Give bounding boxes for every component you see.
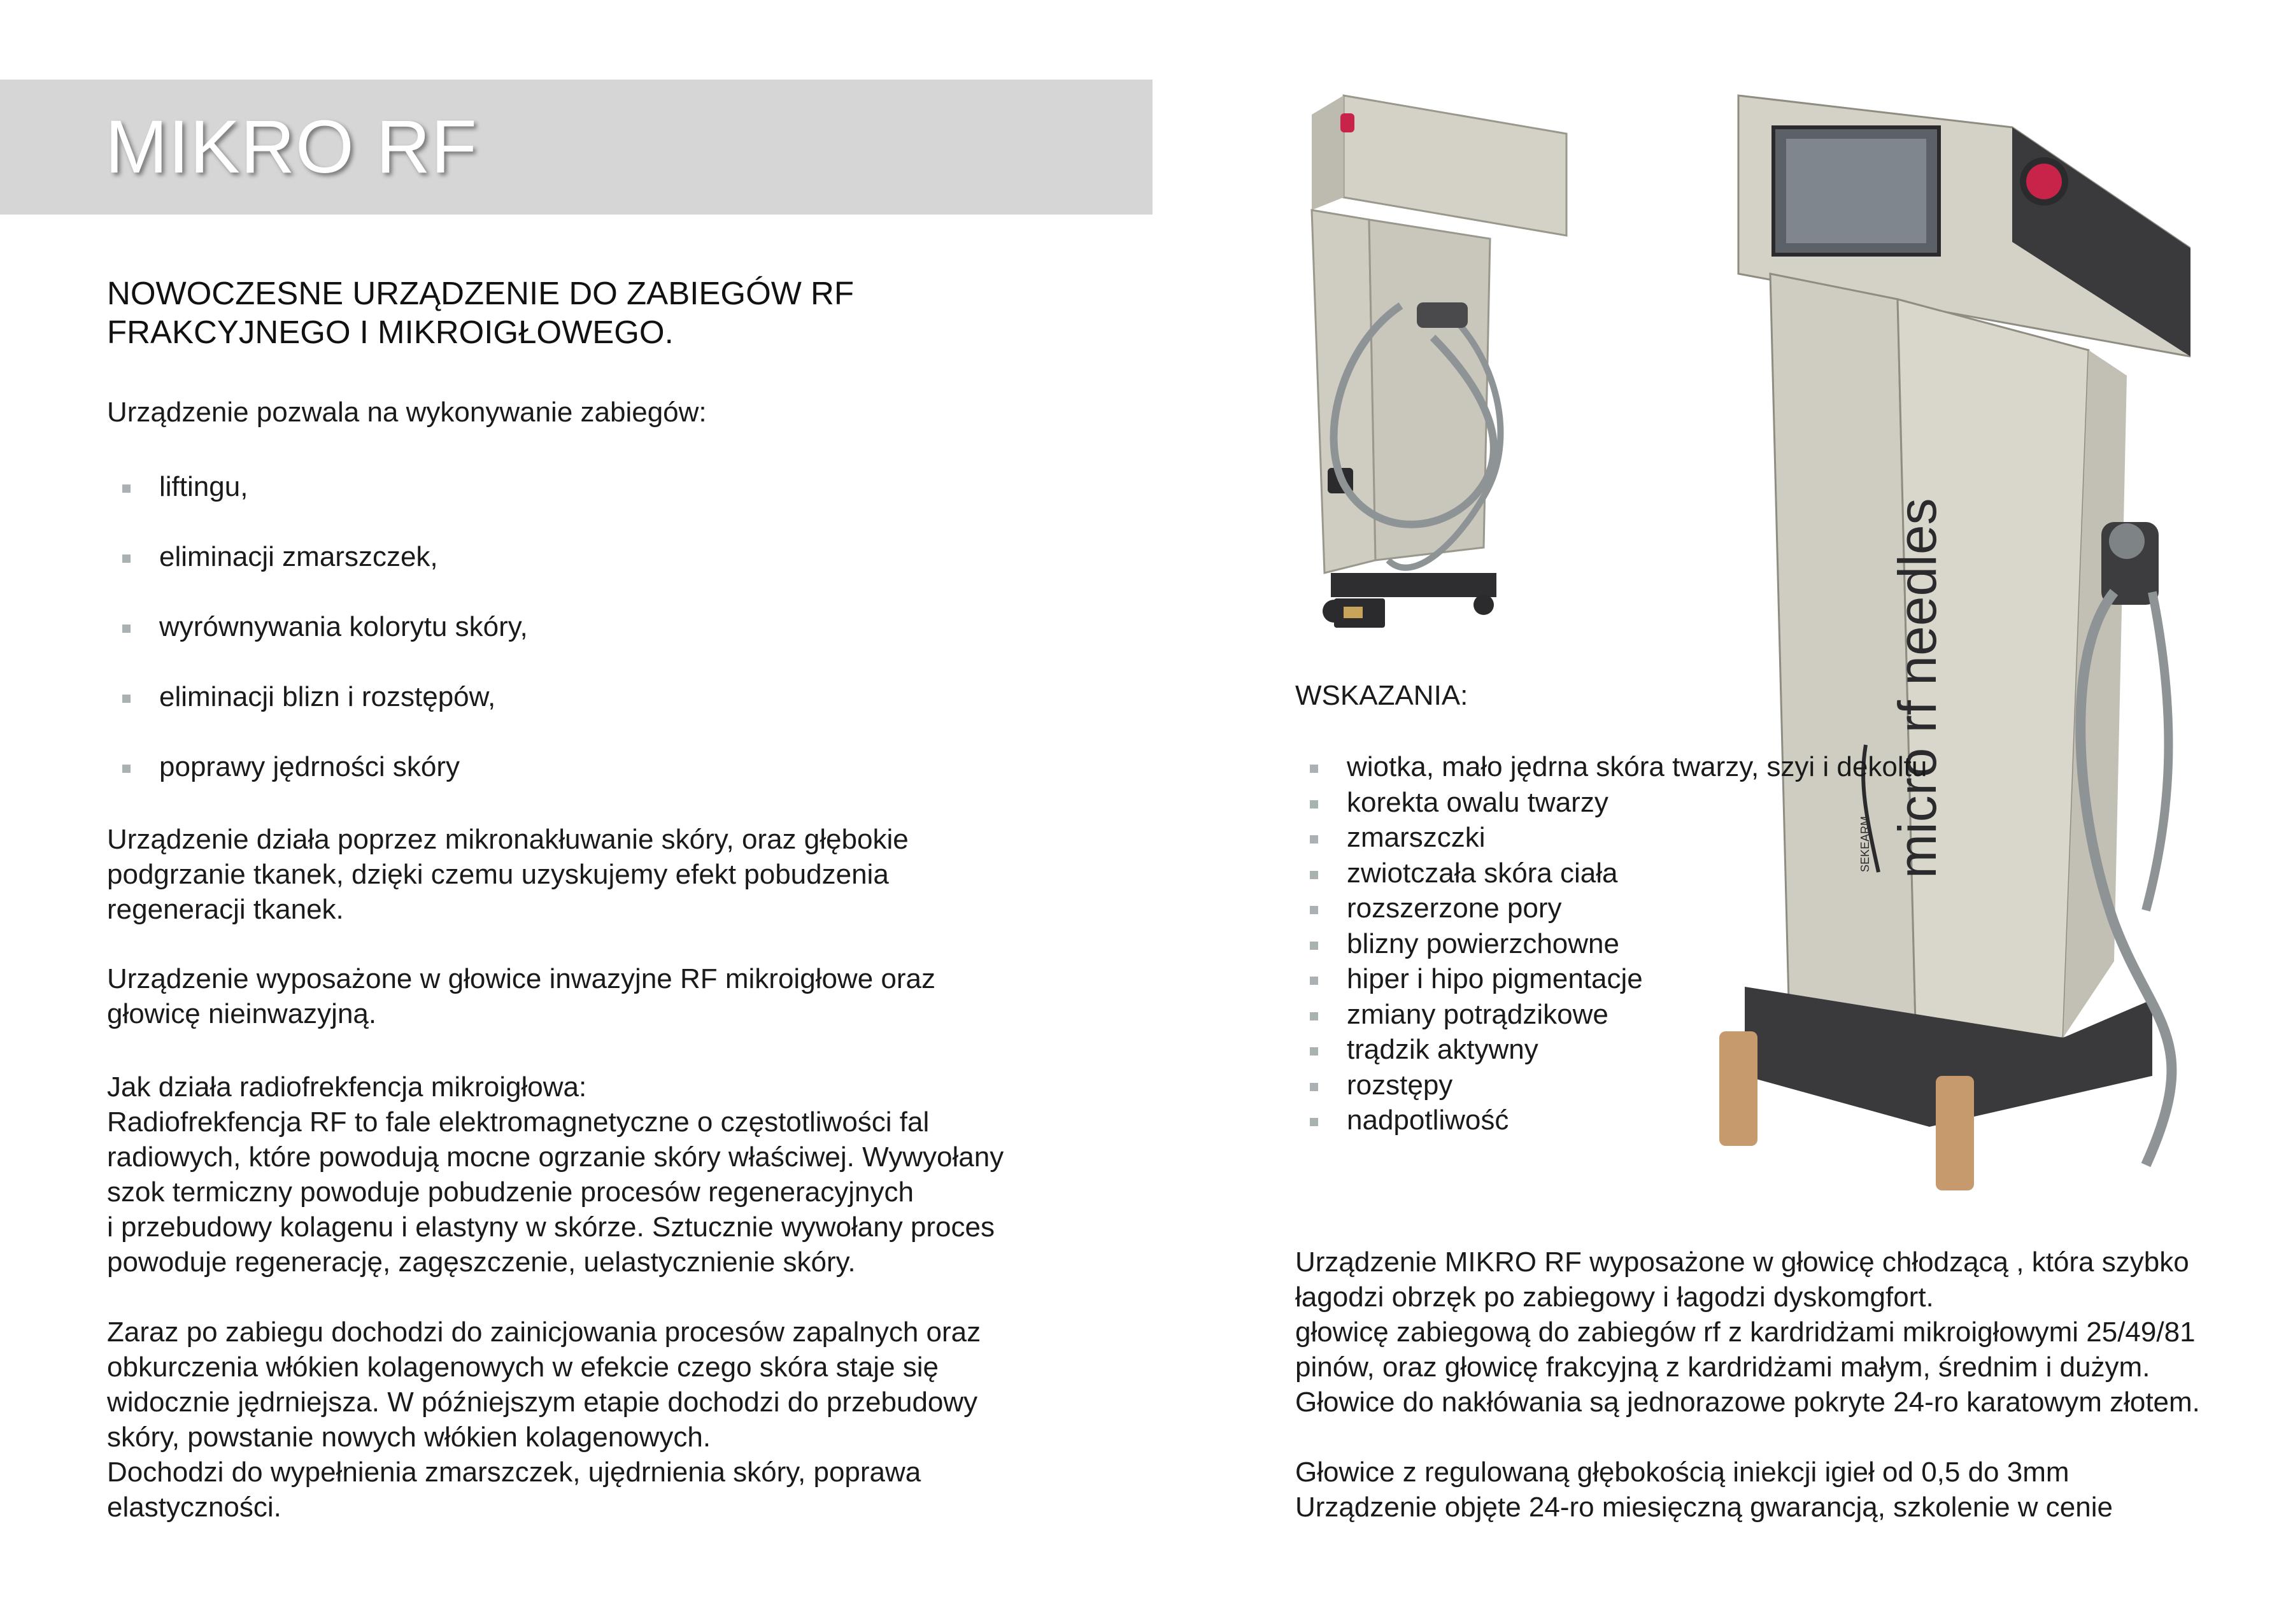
list-item: zwiotczała skóra ciała [1347,856,1927,891]
bullet-icon [1310,1012,1318,1020]
bullet-icon [122,554,131,563]
bullet-icon [1310,800,1318,808]
list-item: eliminacji zmarszczek, [159,539,528,609]
bullet-icon [122,484,131,493]
paragraph-effects: Zaraz po zabiegu dochodzi do zainicjowania procesów zapalnych oraz obkurczenia włókien kolagenowych w efekcie czego skóra staje się widocznie jędrniejsza. W późniejszym etapie dochodzi do przebudowy skóry, powstanie nowych włókien kolagenowych. Dochodzi do wypełnienia zmarszczek, ujędrnienia skóry, poprawa elastyczności. [107,1317,981,1523]
headline [107,274,1126,351]
paragraph-warranty: Głowice z regulowaną głębokością iniekcji igieł od 0,5 do 3mm Urządzenie objęte 24-ro miesięczną gwarancją, szkolenie w cenie [1295,1457,2113,1523]
list-item: hiper i hipo pigmentacje [1347,961,1927,997]
bullet-icon [1310,835,1318,844]
bullet-icon [1310,942,1318,950]
list-item: trądzik aktywny [1347,1032,1927,1068]
intro-text: Urządzenie pozwala na wykonywanie zabiegów: [107,397,707,428]
list-item: rozstępy [1347,1068,1927,1103]
bullet-icon [1310,765,1318,773]
list-item: wyrównywania kolorytu skóry, [159,609,528,679]
bullet-icon [1310,1047,1318,1056]
headline-line: NOWOCZESNE URZĄDZENIE DO ZABIEGÓW RF [107,275,855,311]
list-item: blizny powierzchowne [1347,926,1927,962]
paragraph-mechanism: Urządzenie działa poprzez mikronakłuwanie skóry, oraz głębokie podgrzanie tkanek, dzięki czemu uzyskujemy efekt pobudzenia regeneracji tkanek. [107,824,909,925]
device-small-label: SEKEARM [1859,816,1871,872]
bullet-icon [1310,977,1318,985]
bullet-icon [1310,1083,1318,1091]
list-item: poprawy jędrności skóry [159,749,528,819]
list-item: nadpotliwość [1347,1103,1927,1138]
list-item: zmarszczki [1347,820,1927,856]
treatments-list [159,469,528,819]
paragraph-how-it-works: Jak działa radiofrekfencja mikroigłowa: Radiofrekfencja RF to fale elektromagnetyczne o częstotliwości fal radiowych, które powodują mocne ogrzanie skóry właściwej. Wywyołany szok termiczny powoduje pobudzenie procesów regeneracyjnych i przebudowy kolagenu i elastyny w skórze. Sztucznie wywołany proces powoduje regenerację, zagęszczenie, uelastycznienie skóry. [107,1071,1004,1278]
bullet-icon [122,695,131,703]
list-item: korekta owalu twarzy [1347,785,1927,821]
bullet-icon [1310,1118,1318,1126]
device-side-view-image [1274,76,1636,649]
list-item: wiotka, mało jędrna skóra twarzy, szyi i dekoltu [1347,749,1927,785]
list-item: eliminacji blizn i rozstępów, [159,679,528,749]
page-title: MIKRO RF [105,105,478,189]
device-brand-label: micro rf needles [1887,498,1947,879]
bullet-icon [1310,871,1318,879]
indications-title: WSKAZANIA: [1295,680,1468,711]
list-item: liftingu, [159,469,528,539]
bullet-icon [122,625,131,633]
indications-list [1347,749,1927,1138]
list-item: zmiany potrądzikowe [1347,997,1927,1033]
headline-line: FRAKCYJNEGO I MIKROIGŁOWEGO. [107,314,674,350]
brand-name: MIKRO RF [1444,1246,1582,1278]
bullet-icon [1310,906,1318,914]
paragraph-cooling-head: Urządzenie MIKRO RF wyposażone w głowicę chłodzącą , która szybko łagodzi obrzęk po zabiegowy i łagodzi dyskomgfort. głowicę zabiegową do zabiegów rf z kardridżami mikroigłowymi 25/49/81 pinów, oraz głowicę frakcyjną z kardridżami małym, średnim i dużym. Głowice do nakłówania są jednorazowe pokryte 24-ro karatowym złotem. [1295,1246,2200,1418]
list-item: rozszerzone pory [1347,891,1927,926]
paragraph-equipment: Urządzenie wyposażone w głowice inwazyjne RF mikroigłowe oraz głowicę nieinwazyjną. [107,963,935,1029]
bullet-icon [122,765,131,773]
